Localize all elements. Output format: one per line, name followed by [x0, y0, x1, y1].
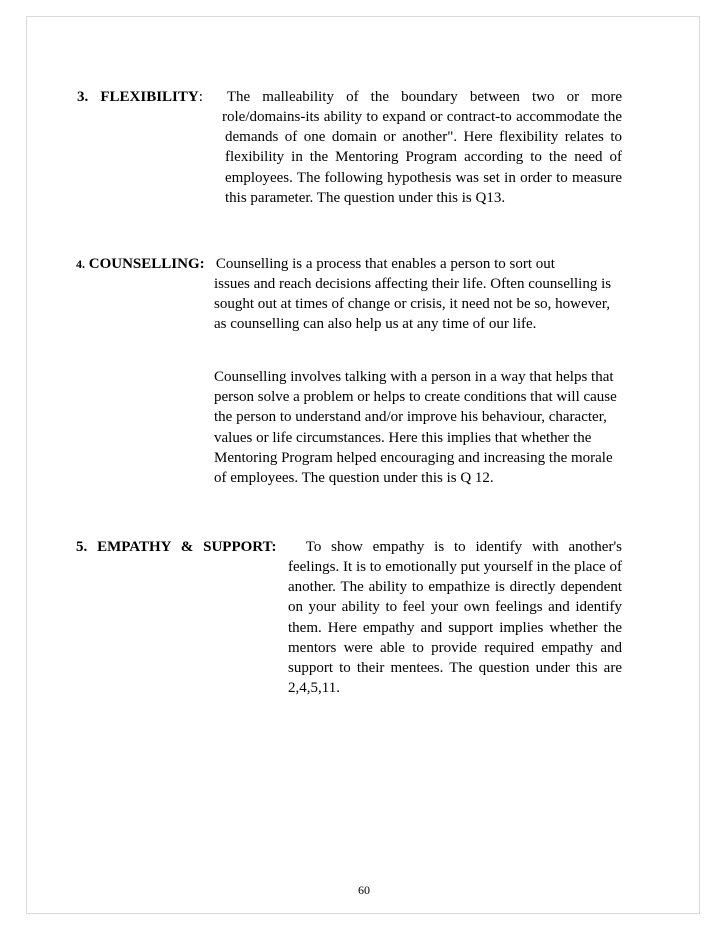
section-empathy-intro: To show empathy is to identify with another's	[305, 539, 622, 555]
section-flexibility-text: role/domains-its ability to expand or contract-to accommodate the demands of one domain or another". Here flexibility relates to flexibility in the Mentoring Program according to the need of employees. The following hypothesis was set in order to measure this parameter. The question under this is Q13.	[222, 109, 622, 206]
section-heading-counselling: COUNSELLING:	[88, 256, 205, 272]
section-number-counselling: 4.	[76, 257, 85, 271]
section-counselling-text-2: Counselling involves talking with a person in a way that helps that person solve a problem or helps to create conditions that will cause the person to understand and/or improve his behaviour, character, values or life circumstances. Here this implies that whether the Mentoring Program helped encouraging and increasing the morale of employees. The question under this is Q 12.	[214, 369, 617, 487]
section-flexibility-body	[222, 107, 622, 208]
section-counselling-intro: Counselling is a process that enables a person to sort out	[215, 256, 555, 272]
section-counselling-first-line	[76, 254, 555, 274]
section-heading-empathy: 5. EMPATHY & SUPPORT:	[76, 539, 277, 555]
section-flexibility-intro: The malleability of the boundary between two or more	[226, 89, 623, 105]
section-counselling-text: issues and reach decisions affecting their life. Often counselling is sought out at times of change or crisis, it need not be so, however, as counselling can also help us at any time of our life.	[214, 276, 612, 333]
section-empathy-text: feelings. It is to emotionally put yourself in the place of another. The ability to empathize is directly dependent on your ability to feel your own feelings and identify them. Here empathy and support implies whether the mentors were able to provide required empathy and support to their mentees. The question under this are 2,4,5,11.	[288, 559, 622, 697]
heading-separator: :	[198, 89, 203, 105]
section-flexibility-first-line	[77, 87, 622, 107]
section-empathy-first-line	[76, 537, 622, 557]
section-counselling-paragraph-2	[214, 367, 619, 488]
section-empathy-body	[288, 557, 622, 698]
page-number: 60	[358, 883, 370, 897]
section-heading-flexibility: 3. FLEXIBILITY	[77, 89, 199, 105]
section-counselling-body	[214, 274, 619, 335]
